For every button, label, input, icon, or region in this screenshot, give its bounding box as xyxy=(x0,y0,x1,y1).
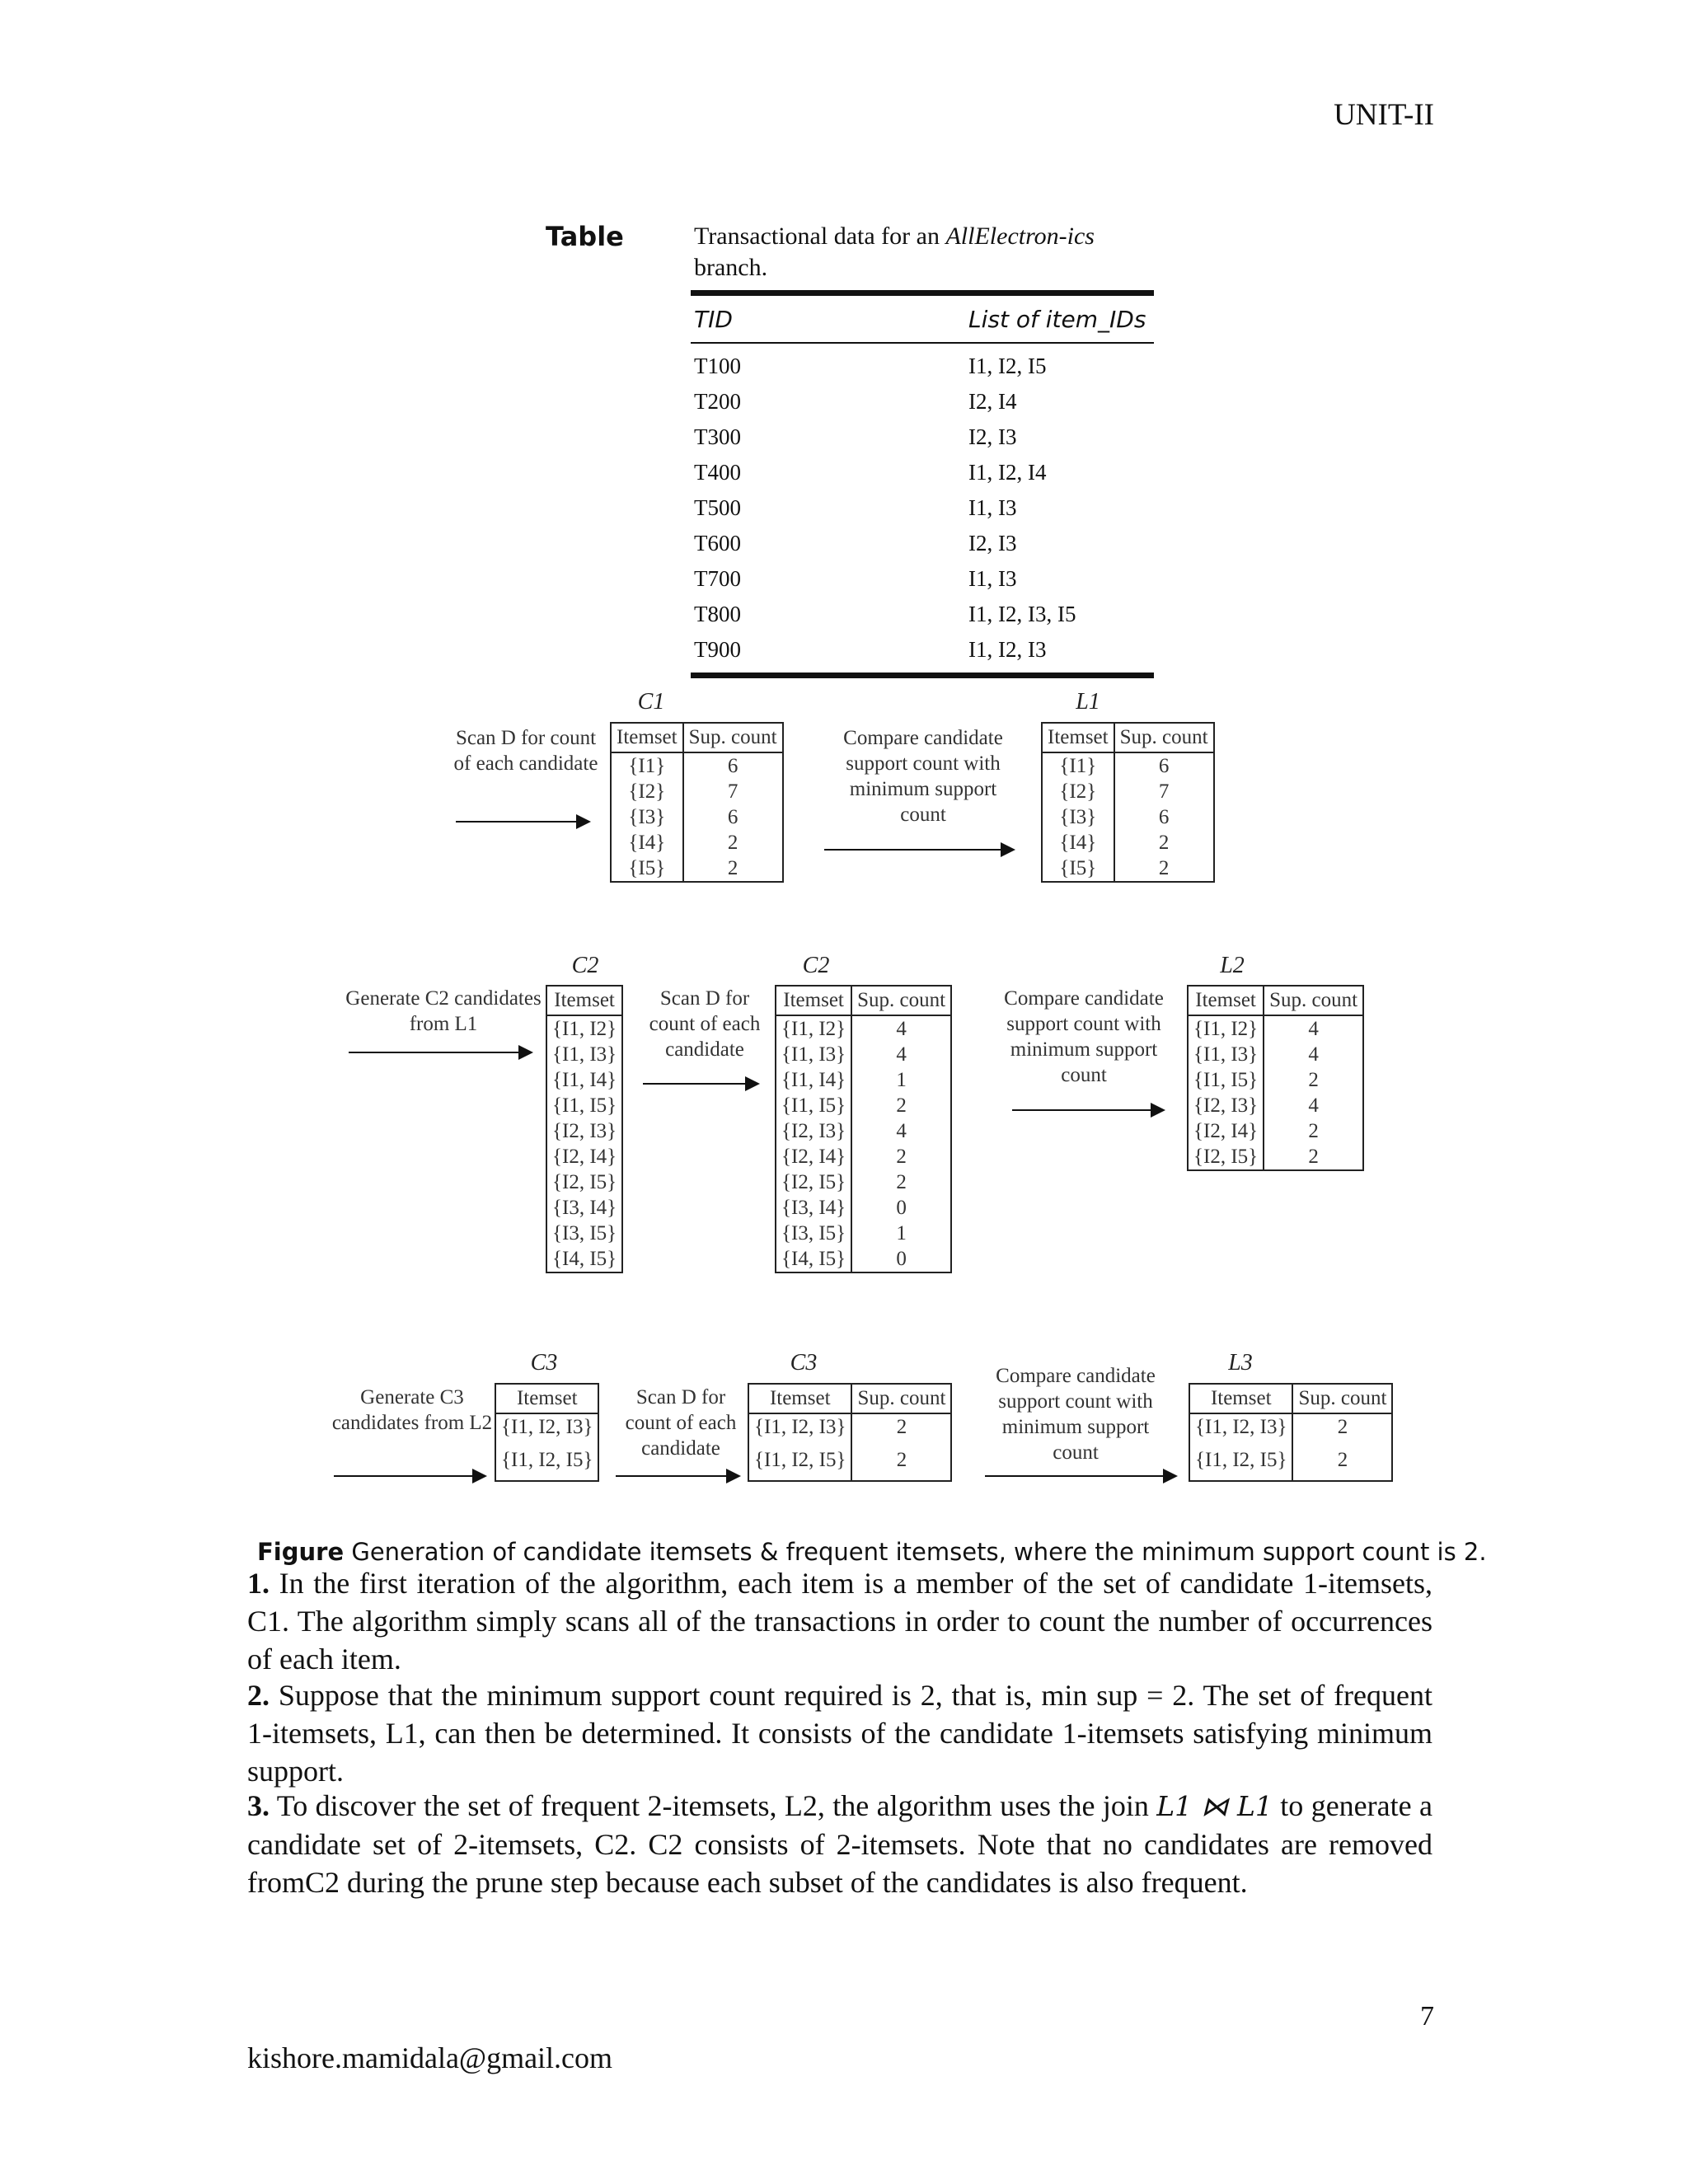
table-header-row xyxy=(691,296,1154,342)
table-row xyxy=(776,1144,951,1169)
cell-itemset: {I1, I2, I3} xyxy=(501,1415,593,1438)
cell-sup-count: 4 xyxy=(1264,1015,1363,1042)
table-row xyxy=(1188,1015,1363,1042)
cell-itemset: {I1, I2} xyxy=(1193,1017,1259,1040)
table-c3 xyxy=(748,1383,952,1482)
table-row xyxy=(691,349,1154,384)
table-row xyxy=(776,1093,951,1118)
label-c3: C3 xyxy=(790,1350,818,1376)
paragraph-1: 1. In the first iteration of the algorithm, each item is a member of the set of candidate 1-itemsets, C1. The algorithm simply scans all of the transactions in order to count the number of occurrences of each item. xyxy=(247,1567,1432,1675)
label-l3: L3 xyxy=(1228,1350,1253,1376)
table-row xyxy=(1188,1118,1363,1144)
cell-sup-count: 1 xyxy=(851,1221,951,1246)
table-l3 xyxy=(1189,1383,1393,1482)
step-scan-1: Scan D for count of each candidate xyxy=(453,727,598,775)
join-formula: L1 ⋈ L1 xyxy=(1156,1790,1273,1822)
cell-items: I1, I3 xyxy=(968,495,1017,520)
transaction-table xyxy=(691,290,1154,678)
cell-sup-count: 0 xyxy=(851,1246,951,1272)
figure-caption: Figure Generation of candidate itemsets & frequent itemsets, where the minimum support count is 2. xyxy=(257,1538,1487,1566)
table-row xyxy=(691,561,1154,597)
table-row xyxy=(546,1015,622,1042)
cell-sup-count: 2 xyxy=(851,1144,951,1169)
table-row xyxy=(776,1067,951,1093)
table-rule-bottom xyxy=(691,673,1154,678)
table-row xyxy=(546,1246,622,1272)
table-c3-generated xyxy=(495,1383,599,1482)
table-row xyxy=(1188,1067,1363,1093)
header-itemset: Itemset xyxy=(1189,1384,1292,1413)
cell-itemset: {I1, I3} xyxy=(781,1043,846,1066)
label-l2: L2 xyxy=(1220,953,1245,978)
col-items: List of item_IDs xyxy=(968,305,1146,333)
step-generate-3: Generate C3 candidates from L2 xyxy=(331,1386,493,1434)
table-row xyxy=(776,1169,951,1195)
cell-items: I1, I2, I4 xyxy=(968,460,1047,485)
label-c3-gen: C3 xyxy=(530,1350,558,1376)
cell-itemset: {I1, I3} xyxy=(1193,1043,1259,1066)
step-scan-3: Scan D for count of each candidate xyxy=(625,1386,737,1460)
cell-itemset: {I3, I5} xyxy=(781,1221,846,1244)
cell-sup-count: 2 xyxy=(1114,830,1214,855)
cell-sup-count: 2 xyxy=(1264,1144,1363,1170)
label-c1: C1 xyxy=(637,689,665,715)
cell-sup-count: 0 xyxy=(851,1195,951,1221)
table-row xyxy=(495,1413,598,1440)
header-sup-count: Sup. count xyxy=(851,986,951,1015)
cell-itemset: {I1, I2, I3} xyxy=(1195,1415,1287,1438)
cell-sup-count: 2 xyxy=(851,1169,951,1195)
header-sup-count: Sup. count xyxy=(1114,723,1214,752)
table-row xyxy=(611,830,783,855)
table-row xyxy=(691,597,1154,632)
header-itemset: Itemset xyxy=(1188,986,1264,1015)
table-row xyxy=(748,1413,951,1440)
cell-itemset: {I3} xyxy=(628,805,666,828)
cell-itemset: {I3, I4} xyxy=(552,1196,617,1219)
cell-sup-count: 2 xyxy=(1292,1413,1392,1440)
table-row xyxy=(691,419,1154,455)
paragraph-2: 2. Suppose that the minimum support count required is 2, that is, min sup = 2. The set of frequent 1-itemsets, L1, can then be determined. It consists of the candidate 1-itemsets satisfying minimum support. xyxy=(247,1679,1433,1788)
table-row xyxy=(546,1093,622,1118)
table-row xyxy=(611,752,783,779)
table-row xyxy=(611,779,783,804)
arrow-generate-3 xyxy=(334,1475,484,1477)
cell-sup-count: 4 xyxy=(851,1118,951,1144)
table-l2 xyxy=(1187,985,1364,1171)
cell-sup-count: 6 xyxy=(683,752,783,779)
table-c2 xyxy=(775,985,952,1273)
cell-sup-count: 6 xyxy=(1114,752,1214,779)
cell-itemset: {I3} xyxy=(1059,805,1097,828)
cell-itemset: {I5} xyxy=(1059,856,1097,879)
table-row xyxy=(748,1440,951,1481)
step-generate-2: Generate C2 candidates from L1 xyxy=(345,987,542,1035)
cell-sup-count: 4 xyxy=(1264,1042,1363,1067)
cell-tid: T900 xyxy=(694,637,741,662)
table-row xyxy=(1042,804,1214,830)
header-sup-count: Sup. count xyxy=(683,723,783,752)
header-sup-count: Sup. count xyxy=(1292,1384,1392,1413)
cell-itemset: {I1} xyxy=(1059,754,1097,777)
cell-sup-count: 7 xyxy=(1114,779,1214,804)
table-row xyxy=(1188,1093,1363,1118)
label-c2-gen: C2 xyxy=(571,953,599,978)
table-row xyxy=(691,455,1154,490)
cell-sup-count: 4 xyxy=(851,1015,951,1042)
cell-items: I2, I4 xyxy=(968,389,1017,414)
table-row xyxy=(1189,1413,1392,1440)
cell-itemset: {I1, I2, I5} xyxy=(501,1448,593,1471)
cell-items: I1, I3 xyxy=(968,566,1017,591)
header-itemset: Itemset xyxy=(546,986,622,1015)
table-row xyxy=(1042,752,1214,779)
table-row xyxy=(611,804,783,830)
cell-itemset: {I2, I3} xyxy=(781,1119,846,1142)
table-body xyxy=(691,349,1154,668)
arrow-scan-3 xyxy=(616,1475,738,1477)
table-row xyxy=(776,1195,951,1221)
table-c2-generated xyxy=(546,985,623,1273)
arrow-compare-1 xyxy=(824,849,1012,851)
author-email: kishore.mamidala@gmail.com xyxy=(247,2041,613,2074)
table-row xyxy=(776,1015,951,1042)
header-itemset: Itemset xyxy=(1042,723,1114,752)
table-row xyxy=(691,490,1154,526)
cell-itemset: {I2, I5} xyxy=(552,1170,617,1193)
cell-tid: T100 xyxy=(694,354,741,378)
col-tid: TID xyxy=(694,305,733,333)
cell-sup-count: 1 xyxy=(851,1067,951,1093)
header-itemset: Itemset xyxy=(776,986,851,1015)
cell-itemset: {I1, I2, I5} xyxy=(754,1448,846,1471)
table-row xyxy=(776,1042,951,1067)
cell-itemset: {I2, I4} xyxy=(781,1145,846,1168)
step-compare-1: Compare candidate support count with minimum support count xyxy=(843,727,1003,826)
cell-items: I2, I3 xyxy=(968,531,1017,555)
header-itemset: Itemset xyxy=(495,1384,598,1413)
table-row xyxy=(691,526,1154,561)
header-itemset: Itemset xyxy=(611,723,683,752)
cell-sup-count: 2 xyxy=(851,1440,951,1481)
cell-sup-count: 2 xyxy=(1292,1440,1392,1481)
cell-itemset: {I1, I5} xyxy=(552,1094,617,1117)
cell-sup-count: 2 xyxy=(1264,1067,1363,1093)
cell-itemset: {I4} xyxy=(628,831,666,854)
cell-itemset: {I2, I3} xyxy=(1193,1094,1259,1117)
table-row xyxy=(691,632,1154,668)
cell-items: I2, I3 xyxy=(968,424,1017,449)
cell-sup-count: 6 xyxy=(683,804,783,830)
arrow-compare-2 xyxy=(1012,1109,1162,1111)
cell-itemset: {I1, I2} xyxy=(781,1017,846,1040)
cell-tid: T600 xyxy=(694,531,741,555)
cell-tid: T200 xyxy=(694,389,741,414)
cell-items: I1, I2, I3, I5 xyxy=(968,602,1076,626)
table-row xyxy=(1188,1042,1363,1067)
cell-itemset: {I2, I5} xyxy=(781,1170,846,1193)
cell-sup-count: 2 xyxy=(851,1413,951,1440)
cell-itemset: {I4, I5} xyxy=(781,1247,846,1270)
cell-itemset: {I1, I4} xyxy=(781,1068,846,1091)
table-l1 xyxy=(1041,722,1215,883)
cell-itemset: {I1, I5} xyxy=(781,1094,846,1117)
table-row xyxy=(776,1221,951,1246)
table-row xyxy=(776,1118,951,1144)
cell-itemset: {I3, I5} xyxy=(552,1221,617,1244)
cell-itemset: {I1} xyxy=(628,754,666,777)
step-compare-2: Compare candidate support count with minimum support count xyxy=(1004,987,1164,1086)
table-row xyxy=(611,855,783,882)
cell-tid: T400 xyxy=(694,460,741,485)
label-l1: L1 xyxy=(1076,689,1100,715)
cell-sup-count: 2 xyxy=(683,855,783,882)
cell-itemset: {I1, I5} xyxy=(1193,1068,1259,1091)
header-sup-count: Sup. count xyxy=(851,1384,951,1413)
cell-itemset: {I2, I4} xyxy=(1193,1119,1259,1142)
paragraph-3: 3. To discover the set of frequent 2-itemsets, L2, the algorithm uses the join L1 ⋈ L1 to generate a candidate set of 2-itemsets, C2. C2 consists of 2-itemsets. Note that no candidates are removed fromC2 during the prune step because each subset of the candidates is also frequent. xyxy=(247,1789,1432,1899)
cell-itemset: {I1, I2} xyxy=(552,1017,617,1040)
cell-sup-count: 4 xyxy=(1264,1093,1363,1118)
table-row xyxy=(1042,855,1214,882)
cell-sup-count: 7 xyxy=(683,779,783,804)
table-row xyxy=(1042,779,1214,804)
cell-itemset: {I1, I4} xyxy=(552,1068,617,1091)
cell-tid: T800 xyxy=(694,602,741,626)
step-compare-3: Compare candidate support count with minimum support count xyxy=(996,1365,1156,1464)
table-row xyxy=(546,1144,622,1169)
cell-sup-count: 6 xyxy=(1114,804,1214,830)
page-number: 7 xyxy=(1420,2001,1434,2032)
table-caption: Transactional data for an AllElectron-ics branch. xyxy=(694,223,1095,281)
table-row xyxy=(546,1042,622,1067)
table-row xyxy=(776,1246,951,1272)
cell-sup-count: 2 xyxy=(1264,1118,1363,1144)
cell-itemset: {I3, I4} xyxy=(781,1196,846,1219)
cell-sup-count: 2 xyxy=(683,830,783,855)
cell-itemset: {I1, I2, I5} xyxy=(1195,1448,1287,1471)
cell-itemset: {I4} xyxy=(1059,831,1097,854)
cell-itemset: {I1, I2, I3} xyxy=(754,1415,846,1438)
cell-itemset: {I5} xyxy=(628,856,666,879)
cell-itemset: {I2} xyxy=(628,780,666,803)
cell-itemset: {I4, I5} xyxy=(552,1247,617,1270)
table-row xyxy=(495,1440,598,1481)
table-rule-top xyxy=(691,290,1154,296)
header-sup-count: Sup. count xyxy=(1264,986,1363,1015)
cell-itemset: {I2, I5} xyxy=(1193,1145,1259,1168)
cell-items: I1, I2, I5 xyxy=(968,354,1047,378)
table-row xyxy=(691,384,1154,419)
cell-tid: T700 xyxy=(694,566,741,591)
arrow-scan-1 xyxy=(456,821,588,823)
cell-itemset: {I2, I4} xyxy=(552,1145,617,1168)
table-label: Table xyxy=(546,221,624,252)
step-scan-2: Scan D for count of each candidate xyxy=(649,987,761,1061)
cell-itemset: {I2, I3} xyxy=(552,1119,617,1142)
table-row xyxy=(546,1221,622,1246)
unit-header: UNIT-II xyxy=(1334,98,1434,132)
table-row xyxy=(546,1195,622,1221)
cell-itemset: {I2} xyxy=(1059,780,1097,803)
cell-tid: T500 xyxy=(694,495,741,520)
header-itemset: Itemset xyxy=(748,1384,851,1413)
cell-sup-count: 2 xyxy=(1114,855,1214,882)
table-row xyxy=(1042,830,1214,855)
arrow-generate-2 xyxy=(349,1052,530,1053)
label-c2: C2 xyxy=(802,953,830,978)
cell-sup-count: 2 xyxy=(851,1093,951,1118)
arrow-compare-3 xyxy=(985,1475,1175,1477)
cell-itemset: {I1, I3} xyxy=(552,1043,617,1066)
cell-sup-count: 4 xyxy=(851,1042,951,1067)
cell-items: I1, I2, I3 xyxy=(968,637,1047,662)
table-row xyxy=(546,1169,622,1195)
arrow-scan-2 xyxy=(643,1083,757,1085)
table-row xyxy=(546,1067,622,1093)
table-row xyxy=(546,1118,622,1144)
cell-tid: T300 xyxy=(694,424,741,449)
table-c1 xyxy=(610,722,784,883)
table-row xyxy=(1188,1144,1363,1170)
table-row xyxy=(1189,1440,1392,1481)
